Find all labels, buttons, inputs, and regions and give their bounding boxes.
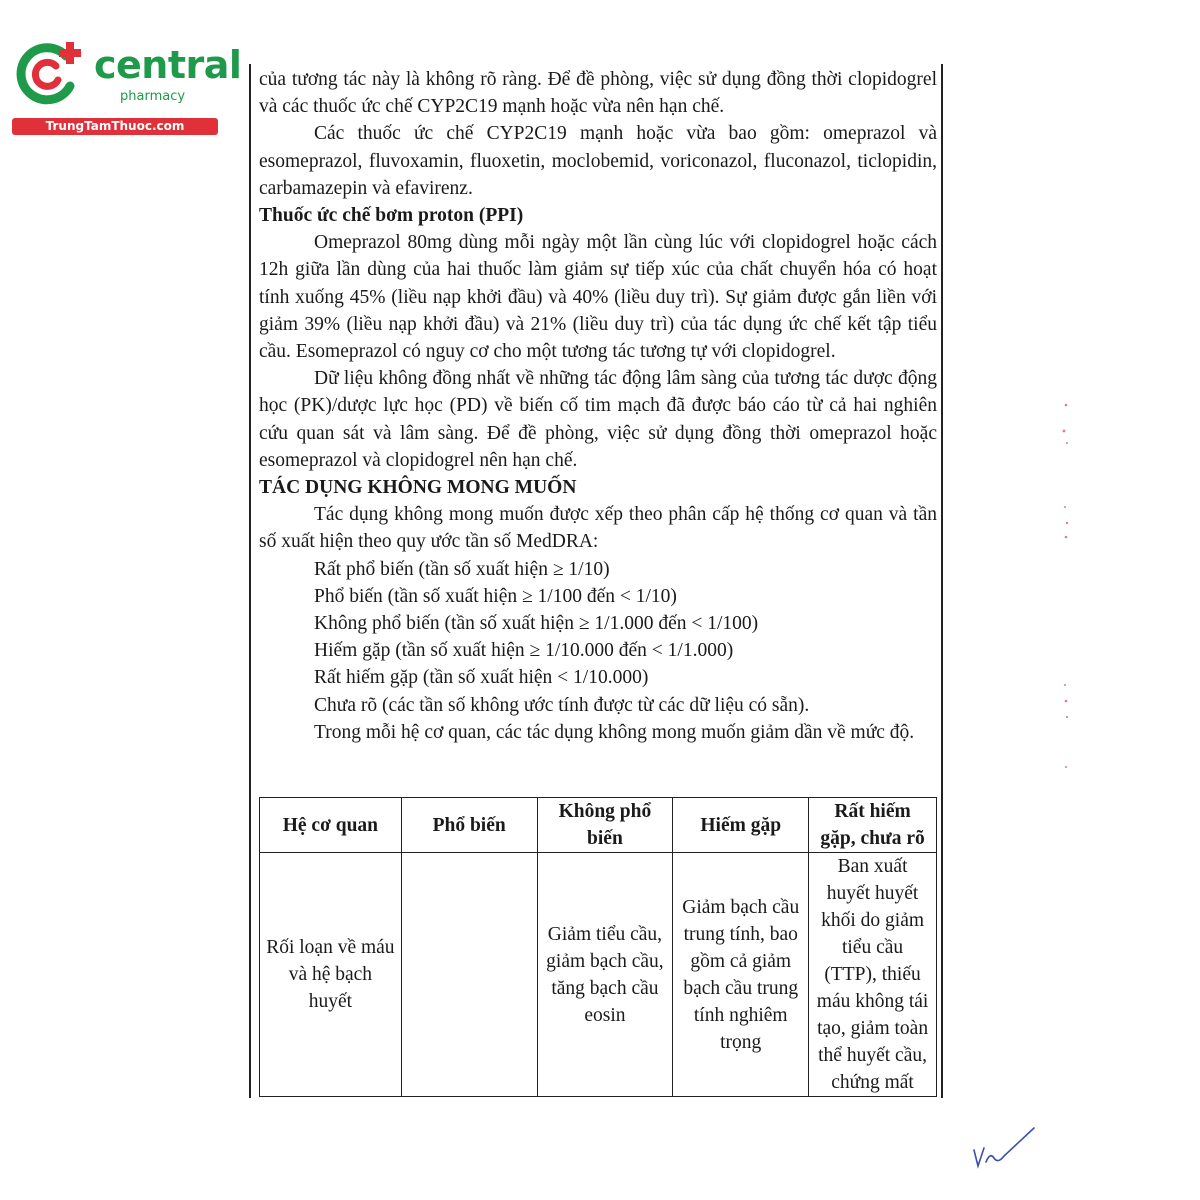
adverse-effects-table — [259, 797, 937, 1097]
cell-organ-system: Rối loạn về máu và hệ bạch huyết — [260, 853, 402, 1097]
logo-website: TrungTamThuoc.com — [12, 118, 218, 135]
pharmacy-cross-logo-icon — [14, 40, 84, 110]
cell-rare: Giảm bạch cầu trung tính, bao gồm cả giảm bạch cầu trung tính nghiêm trọng — [673, 853, 809, 1097]
header-rare: Hiếm gặp — [673, 798, 809, 853]
frequency-item: Rất hiếm gặp (tần số xuất hiện < 1/10.000) — [314, 667, 649, 689]
frequency-item: Phổ biến (tần số xuất hiện ≥ 1/100 đến < 1/10) — [314, 585, 677, 607]
cell-common — [401, 853, 537, 1097]
frequency-item: Rất phổ biến (tần số xuất hiện ≥ 1/10) — [314, 558, 610, 580]
paragraph-omeprazole: Omeprazol 80mg dùng mỗi ngày một lần cùng lúc với clopidogrel hoặc cách 12h giữa lần dùng của hai thuốc làm giảm sự tiếp xúc của chất chuyển hóa có hoạt tính xuống 45% (liều nạp khởi đầu) và 40% (liều duy trì). Sự giảm được gắn liền với giảm 39% (liều nạp khởi đầu) và 21% (liều duy trì) của tác dụng ức chế kết tập tiểu cầu. Esomeprazol có nguy cơ cho một tương tác tương tự với clopidogrel. — [259, 232, 937, 363]
heading-adverse-effects: TÁC DỤNG KHÔNG MONG MUỐN — [259, 477, 577, 499]
header-organ-system: Hệ cơ quan — [260, 798, 402, 853]
logo-name: central — [94, 43, 242, 87]
paragraph-meddra: Tác dụng không mong muốn được xếp theo phân cấp hệ thống cơ quan và tần số xuất hiện theo quy ước tần số MedDRA: — [259, 504, 937, 553]
margin-marks — [1058, 395, 1078, 795]
logo-subtitle: pharmacy — [120, 89, 186, 104]
paragraph-interaction-end: của tương tác này là không rõ ràng. Để đề phòng, việc sử dụng đồng thời clopidogrel và các thuốc ức chế CYP2C19 mạnh hoặc vừa nên hạn chế. — [259, 69, 937, 118]
paragraph-severity-order: Trong mỗi hệ cơ quan, các tác dụng không mong muốn giảm dần về mức độ. — [314, 721, 915, 743]
paragraph-pk-pd-data: Dữ liệu không đồng nhất về những tác động lâm sàng của tương tác dược động học (PK)/dược lực học (PD) về biến cố tim mạch đã được báo cáo từ cả hai nghiên cứu quan sát và lâm sàng. Để đề phòng, việc sử dụng đồng thời omeprazol hoặc esomeprazol và clopidogrel nên hạn chế. — [259, 368, 937, 471]
cell-uncommon: Giảm tiểu cầu, giảm bạch cầu, tăng bạch cầu eosin — [537, 853, 673, 1097]
header-very-rare: Rất hiếm gặp, chưa rõ — [809, 798, 937, 853]
paragraph-cyp2c19-inhibitors: Các thuốc ức chế CYP2C19 mạnh hoặc vừa bao gồm: omeprazol và esomeprazol, fluvoxamin, fluoxetin, moclobemid, voriconazol, fluconazol, ticlopidin, carbamazepin và efavirenz. — [259, 123, 937, 199]
table-header-row — [260, 798, 937, 853]
cell-very-rare: Ban xuất huyết huyết khối do giảm tiểu cầu (TTP), thiếu máu không tái tạo, giảm toàn thể huyết cầu, chứng mất — [809, 853, 937, 1097]
frequency-item: Chưa rõ (các tần số không ước tính được từ các dữ liệu có sẵn). — [314, 694, 810, 716]
central-pharmacy-logo[interactable] — [8, 38, 242, 138]
table-row — [260, 853, 937, 1097]
heading-ppi: Thuốc ức chế bơm proton (PPI) — [259, 205, 524, 227]
document-text — [259, 66, 937, 746]
frequency-item: Không phổ biến (tần số xuất hiện ≥ 1/1.000 đến < 1/100) — [314, 613, 759, 635]
document-page — [249, 64, 943, 1098]
frequency-item: Hiếm gặp (tần số xuất hiện ≥ 1/10.000 đến < 1/1.000) — [314, 640, 734, 662]
signature-mark — [968, 1122, 1048, 1172]
header-uncommon: Không phổ biến — [537, 798, 673, 853]
header-common: Phổ biến — [401, 798, 537, 853]
